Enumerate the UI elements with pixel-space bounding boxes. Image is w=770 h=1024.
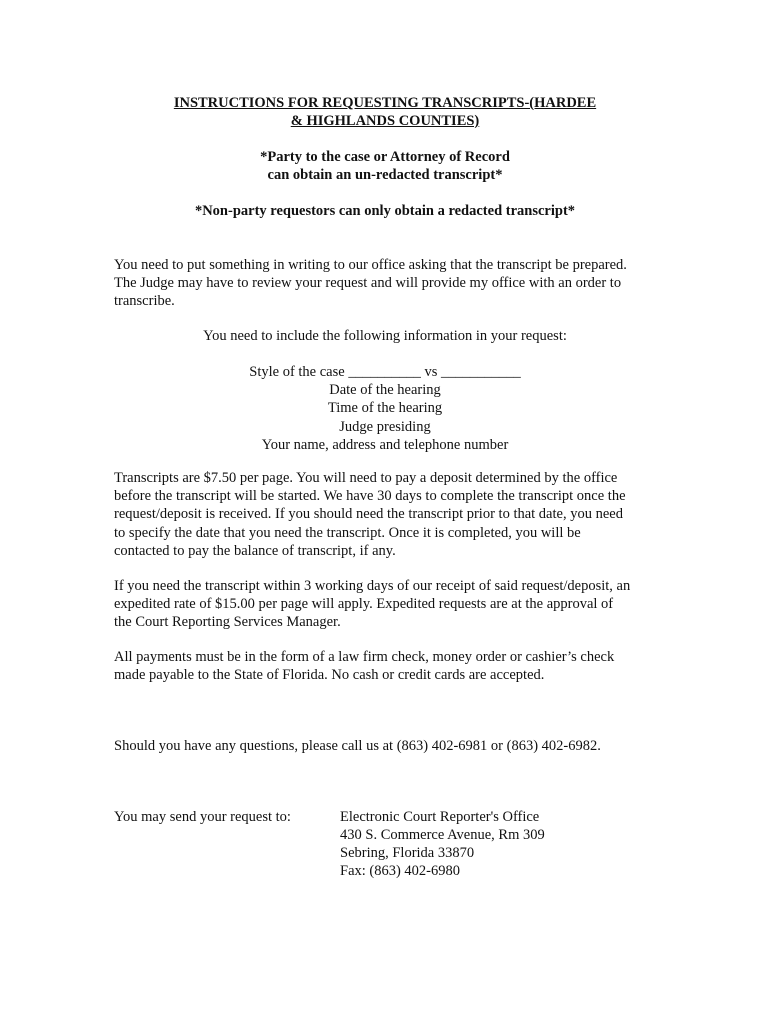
party-note-line-2: can obtain an un-redacted transcript* — [267, 167, 503, 183]
info-item: Time of the hearing — [327, 400, 443, 417]
pricing-paragraph — [114, 469, 674, 560]
expedited-line: If you need the transcript within 3 working days of our receipt of said request/deposit, an — [114, 578, 631, 594]
include-heading-block — [114, 327, 656, 345]
party-note-line-1: *Party to the case or Attorney of Record — [260, 149, 510, 165]
info-item: Date of the hearing — [329, 382, 441, 399]
mailing-address — [340, 808, 545, 880]
party-note — [114, 148, 656, 184]
address-line: Electronic Court Reporter's Office — [340, 809, 540, 825]
send-label: You may send your request to: — [114, 809, 291, 825]
intro-line: transcribe. — [114, 293, 175, 310]
questions-paragraph — [114, 737, 674, 755]
expedited-paragraph — [114, 577, 674, 632]
title-line-2: & HIGHLANDS COUNTIES) — [290, 113, 480, 129]
payments-line: made payable to the State of Florida. No cash or credit cards are accepted. — [114, 667, 545, 684]
required-info-list — [114, 363, 656, 454]
address-line: Sebring, Florida 33870 — [340, 845, 475, 861]
payments-paragraph — [114, 648, 674, 684]
info-item: Style of the case __________ vs ___________ — [249, 364, 521, 380]
pricing-line: to specify the date that you need the transcript. Once it is completed, you will be — [114, 524, 581, 541]
pricing-line: contacted to pay the balance of transcript, if any. — [114, 542, 396, 559]
intro-paragraph — [114, 256, 674, 311]
nonparty-note — [114, 202, 656, 220]
title-line-1: INSTRUCTIONS FOR REQUESTING TRANSCRIPTS-(HARDEE — [173, 95, 597, 111]
info-item: Your name, address and telephone number — [261, 436, 509, 453]
pricing-line: Transcripts are $7.50 per page. You will need to pay a deposit determined by the office — [114, 470, 618, 486]
pricing-line: before the transcript will be started. We have 30 days to complete the transcript once the — [114, 488, 626, 505]
include-heading: You need to include the following information in your request: — [203, 328, 567, 344]
expedited-line: expedited rate of $15.00 per page will apply. Expedited requests are at the approval of — [114, 596, 614, 613]
intro-line: The Judge may have to review your request and will provide my office with an order to — [114, 275, 622, 292]
address-line: Fax: (863) 402-6980 — [340, 863, 461, 879]
address-line: 430 S. Commerce Avenue, Rm 309 — [340, 827, 545, 843]
nonparty-note-text: *Non-party requestors can only obtain a redacted transcript* — [194, 203, 576, 219]
questions-text: Should you have any questions, please call us at (863) 402-6981 or (863) 402-6982. — [114, 738, 601, 754]
document-title — [114, 94, 656, 130]
pricing-line: request/deposit is received. If you should need the transcript prior to that date, you need — [114, 506, 623, 523]
payments-line: All payments must be in the form of a law firm check, money order or cashier’s check — [114, 649, 615, 665]
intro-line: You need to put something in writing to our office asking that the transcript be prepared. — [114, 257, 627, 273]
info-item: Judge presiding — [339, 418, 431, 435]
expedited-line: the Court Reporting Services Manager. — [114, 614, 341, 631]
